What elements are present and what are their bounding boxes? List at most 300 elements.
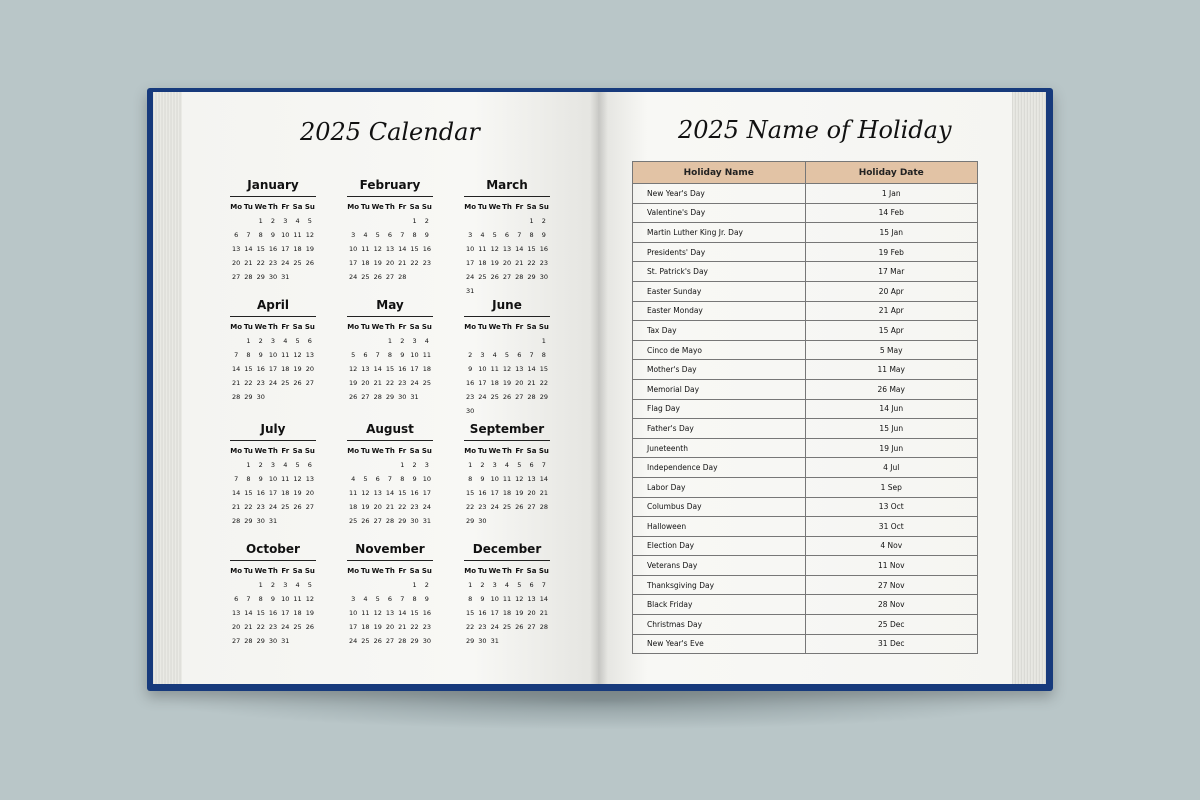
day-cell: 24 <box>349 273 358 281</box>
day-cell: 6 <box>387 231 393 239</box>
calendar-title: 2025 Calendar <box>300 118 480 146</box>
day-cell: 14 <box>515 245 524 253</box>
day-cell: 19 <box>361 503 370 511</box>
month-name: June <box>492 298 522 312</box>
weekday-label: Mo <box>464 447 477 455</box>
table-row <box>633 556 978 576</box>
day-cell: 1 <box>258 217 263 225</box>
day-cell: 15 <box>539 365 548 373</box>
day-cell: 29 <box>466 637 475 645</box>
day-cell: 30 <box>410 517 419 525</box>
day-cell: 2 <box>270 581 276 589</box>
month-rule <box>230 316 316 317</box>
day-cell: 23 <box>256 379 265 387</box>
table-row <box>633 184 978 204</box>
day-cell: 4 <box>283 337 288 345</box>
day-cell: 23 <box>422 259 431 267</box>
day-cell: 26 <box>305 623 314 631</box>
day-cell: 6 <box>234 231 239 239</box>
day-cell: 30 <box>268 273 278 281</box>
day-cell: 20 <box>385 623 395 631</box>
day-cell <box>267 392 279 403</box>
month-rule <box>464 316 550 317</box>
day-cell: 21 <box>232 379 241 387</box>
day-cell: 4 <box>424 337 429 345</box>
day-cell: 30 <box>398 393 407 401</box>
day-cell: 29 <box>244 517 253 525</box>
day-cell: 8 <box>468 475 473 483</box>
day-cell <box>489 286 501 297</box>
weekday-label: Tu <box>360 323 370 331</box>
day-cell: 19 <box>305 609 314 617</box>
day-cell: 19 <box>515 489 524 497</box>
day-cell: 24 <box>422 503 431 511</box>
day-cell: 22 <box>385 379 395 387</box>
day-cell: 26 <box>305 259 314 267</box>
weekday-label: Su <box>421 447 432 455</box>
day-cell <box>359 580 371 591</box>
day-cell: 19 <box>515 609 524 617</box>
day-cell <box>384 580 396 591</box>
day-cell: 7 <box>541 461 546 469</box>
holiday-date: 11 May <box>805 360 978 380</box>
day-cell: 20 <box>385 259 395 267</box>
month-july <box>230 421 316 527</box>
day-cell: 27 <box>515 393 524 401</box>
day-cell: 27 <box>527 623 536 631</box>
day-cell: 29 <box>410 637 419 645</box>
day-cell: 19 <box>293 365 302 373</box>
day-cell: 5 <box>492 231 497 239</box>
table-row <box>633 301 978 321</box>
day-cell: 26 <box>361 517 370 525</box>
day-cell: 10 <box>410 351 419 359</box>
weekday-label: Su <box>304 447 315 455</box>
day-cell: 2 <box>258 461 263 469</box>
day-cell: 14 <box>385 489 395 497</box>
month-grid <box>347 202 433 283</box>
day-cell: 26 <box>515 503 524 511</box>
day-cell: 28 <box>373 393 382 401</box>
day-cell: 1 <box>412 581 417 589</box>
day-cell: 3 <box>492 581 497 589</box>
day-cell: 1 <box>246 461 251 469</box>
weekday-label: Sa <box>409 323 420 331</box>
day-cell: 6 <box>517 351 522 359</box>
day-cell: 29 <box>385 393 395 401</box>
day-cell: 10 <box>349 245 358 253</box>
day-cell: 30 <box>478 517 487 525</box>
day-cell: 14 <box>244 245 253 253</box>
day-cell: 2 <box>400 337 405 345</box>
day-cell: 8 <box>468 595 473 603</box>
weekday-label: Th <box>502 203 512 211</box>
day-cell: 20 <box>305 365 314 373</box>
weekday-label: Th <box>268 323 278 331</box>
day-cell: 10 <box>466 245 475 253</box>
day-cell: 17 <box>410 365 419 373</box>
holiday-date: 4 Jul <box>805 458 978 478</box>
table-row <box>633 458 978 478</box>
weekday-label: We <box>371 567 384 575</box>
day-cell: 11 <box>281 475 290 483</box>
month-august <box>347 421 433 527</box>
day-cell: 9 <box>258 351 263 359</box>
day-cell: 3 <box>270 461 276 469</box>
holiday-date: 15 Jan <box>805 223 978 243</box>
month-name: January <box>247 178 299 192</box>
month-grid <box>347 322 433 403</box>
holiday-date: 15 Jun <box>805 419 978 439</box>
day-cell: 15 <box>244 365 253 373</box>
day-cell: 6 <box>529 581 534 589</box>
weekday-label: Tu <box>477 447 487 455</box>
weekday-label: Mo <box>347 567 360 575</box>
day-cell <box>489 216 501 227</box>
day-cell <box>464 336 476 347</box>
day-cell: 23 <box>410 503 419 511</box>
day-cell: 20 <box>527 609 536 617</box>
day-cell: 15 <box>410 245 419 253</box>
day-cell <box>384 460 396 471</box>
day-cell: 26 <box>502 393 512 401</box>
day-cell: 9 <box>412 475 417 483</box>
day-cell: 20 <box>515 379 524 387</box>
day-cell <box>230 336 242 347</box>
column-header-date: Holiday Date <box>805 162 978 184</box>
day-cell <box>291 392 303 403</box>
holiday-title: 2025 Name of Holiday <box>678 116 952 144</box>
day-cell: 12 <box>373 245 382 253</box>
day-cell: 28 <box>527 393 536 401</box>
weekday-label: Fr <box>281 323 290 331</box>
day-cell: 2 <box>424 217 429 225</box>
day-cell: 18 <box>281 365 290 373</box>
day-cell: 6 <box>307 337 312 345</box>
day-cell: 4 <box>504 581 510 589</box>
holiday-date: 19 Jun <box>805 438 978 458</box>
weekday-label: Th <box>385 323 395 331</box>
month-name: September <box>469 422 545 436</box>
day-cell: 29 <box>527 273 536 281</box>
day-cell: 6 <box>387 595 393 603</box>
day-cell: 9 <box>480 475 485 483</box>
day-cell: 11 <box>281 351 290 359</box>
day-cell: 23 <box>268 259 278 267</box>
day-cell: 12 <box>293 351 302 359</box>
day-cell: 16 <box>268 245 278 253</box>
weekday-label: Su <box>304 323 315 331</box>
day-cell: 22 <box>398 503 407 511</box>
day-cell: 15 <box>256 609 265 617</box>
day-cell: 4 <box>351 475 356 483</box>
day-cell: 28 <box>232 393 241 401</box>
day-cell: 19 <box>373 259 382 267</box>
day-cell: 22 <box>256 259 265 267</box>
holiday-name: Veterans Day <box>633 556 806 576</box>
holiday-name: Juneteenth <box>633 438 806 458</box>
day-cell: 4 <box>504 461 510 469</box>
day-cell: 16 <box>256 365 265 373</box>
day-cell: 21 <box>385 503 395 511</box>
day-cell: 24 <box>410 379 419 387</box>
weekday-label: Th <box>268 447 278 455</box>
book-spine <box>590 92 608 684</box>
day-cell: 10 <box>281 231 290 239</box>
table-row <box>633 360 978 380</box>
month-rule <box>347 440 433 441</box>
day-cell: 12 <box>515 595 524 603</box>
day-cell: 21 <box>398 623 407 631</box>
day-cell: 16 <box>478 489 487 497</box>
weekday-label: Sa <box>292 567 303 575</box>
day-cell: 11 <box>349 489 358 497</box>
holiday-name: Easter Monday <box>633 301 806 321</box>
day-cell <box>242 580 254 591</box>
day-cell: 2 <box>468 351 473 359</box>
day-cell <box>501 336 513 347</box>
day-cell: 2 <box>480 581 485 589</box>
month-name: August <box>366 422 414 436</box>
day-cell: 26 <box>293 379 302 387</box>
table-row <box>633 419 978 439</box>
day-cell: 27 <box>305 503 314 511</box>
day-cell: 18 <box>502 489 512 497</box>
holiday-date: 31 Oct <box>805 517 978 537</box>
weekday-label: Su <box>421 203 432 211</box>
day-cell: 5 <box>375 595 380 603</box>
table-row <box>633 595 978 615</box>
day-cell: 22 <box>410 623 419 631</box>
day-cell <box>501 286 513 297</box>
day-cell: 27 <box>502 273 512 281</box>
day-cell: 13 <box>305 351 314 359</box>
day-cell: 19 <box>349 379 358 387</box>
weekday-label: Tu <box>243 203 253 211</box>
day-cell: 15 <box>244 489 253 497</box>
day-cell: 31 <box>466 287 475 295</box>
day-cell: 20 <box>232 259 241 267</box>
weekday-label: Tu <box>477 323 487 331</box>
day-cell: 14 <box>527 365 536 373</box>
holiday-date: 1 Sep <box>805 477 978 497</box>
day-cell: 10 <box>478 365 487 373</box>
day-cell: 10 <box>490 595 499 603</box>
day-cell <box>396 580 408 591</box>
day-cell <box>476 216 488 227</box>
month-grid <box>347 446 433 527</box>
day-cell: 14 <box>373 365 382 373</box>
weekday-label: Mo <box>347 203 360 211</box>
day-cell: 18 <box>502 609 512 617</box>
weekday-label: Th <box>502 567 512 575</box>
day-cell: 21 <box>244 623 253 631</box>
day-cell: 14 <box>398 245 407 253</box>
holiday-name: Christmas Day <box>633 615 806 635</box>
day-cell: 20 <box>373 503 382 511</box>
day-cell: 26 <box>373 637 382 645</box>
day-cell: 3 <box>424 461 429 469</box>
weekday-label: Th <box>385 567 395 575</box>
day-cell: 6 <box>529 461 534 469</box>
day-cell: 25 <box>349 517 358 525</box>
day-cell: 13 <box>361 365 370 373</box>
month-rule <box>230 560 316 561</box>
day-cell: 30 <box>256 393 265 401</box>
month-name: November <box>355 542 425 556</box>
weekday-label: Fr <box>281 567 290 575</box>
day-cell: 17 <box>281 245 290 253</box>
month-grid <box>464 566 550 647</box>
day-cell: 10 <box>281 595 290 603</box>
day-cell <box>538 516 550 527</box>
day-cell <box>489 406 501 417</box>
day-cell: 23 <box>422 623 431 631</box>
day-cell: 7 <box>234 351 239 359</box>
day-cell: 25 <box>361 637 370 645</box>
month-grid <box>464 322 550 417</box>
day-cell: 21 <box>539 489 548 497</box>
day-cell: 14 <box>232 365 241 373</box>
day-cell: 28 <box>539 623 548 631</box>
holiday-name: Election Day <box>633 536 806 556</box>
holiday-name: Thanksgiving Day <box>633 575 806 595</box>
day-cell: 29 <box>398 517 407 525</box>
day-cell: 1 <box>468 581 473 589</box>
day-cell: 27 <box>385 273 395 281</box>
holiday-name: Father's Day <box>633 419 806 439</box>
day-cell <box>421 392 433 403</box>
day-cell: 17 <box>349 623 358 631</box>
day-cell: 28 <box>515 273 524 281</box>
weekday-label: Mo <box>464 323 477 331</box>
holiday-date: 25 Dec <box>805 615 978 635</box>
day-cell: 5 <box>307 581 312 589</box>
day-cell <box>304 392 316 403</box>
day-cell: 12 <box>349 365 358 373</box>
day-cell: 7 <box>400 231 405 239</box>
day-cell: 22 <box>539 379 548 387</box>
day-cell: 18 <box>349 503 358 511</box>
day-cell: 2 <box>541 217 546 225</box>
day-cell: 25 <box>293 259 302 267</box>
day-cell: 8 <box>412 595 417 603</box>
weekday-label: Su <box>538 567 549 575</box>
day-cell: 3 <box>283 217 288 225</box>
day-cell: 5 <box>375 231 380 239</box>
day-cell: 27 <box>232 637 241 645</box>
day-cell: 20 <box>361 379 370 387</box>
weekday-label: Tu <box>477 203 487 211</box>
day-cell: 26 <box>373 273 382 281</box>
day-cell: 30 <box>539 273 548 281</box>
day-cell: 10 <box>268 351 278 359</box>
month-name: May <box>376 298 404 312</box>
day-cell: 16 <box>422 245 431 253</box>
table-row <box>633 477 978 497</box>
column-header-name: Holiday Name <box>633 162 806 184</box>
day-cell: 18 <box>293 609 302 617</box>
weekday-label: We <box>488 323 501 331</box>
table-row <box>633 615 978 635</box>
month-grid <box>230 566 316 647</box>
day-cell: 28 <box>398 273 407 281</box>
day-cell: 19 <box>373 623 382 631</box>
day-cell <box>372 216 384 227</box>
month-september <box>464 421 550 527</box>
month-rule <box>347 560 433 561</box>
day-cell <box>513 516 525 527</box>
day-cell <box>279 392 291 403</box>
month-june <box>464 297 550 417</box>
day-cell: 2 <box>412 461 417 469</box>
month-rule <box>230 440 316 441</box>
day-cell: 11 <box>478 245 487 253</box>
day-cell: 22 <box>244 379 253 387</box>
day-cell: 20 <box>232 623 241 631</box>
day-cell: 12 <box>305 595 314 603</box>
day-cell: 18 <box>293 245 302 253</box>
day-cell: 12 <box>305 231 314 239</box>
month-april <box>230 297 316 403</box>
day-cell: 29 <box>244 393 253 401</box>
day-cell: 29 <box>466 517 475 525</box>
holiday-name: Valentine's Day <box>633 203 806 223</box>
weekday-label: Sa <box>292 447 303 455</box>
weekday-label: We <box>371 447 384 455</box>
day-cell: 7 <box>387 475 393 483</box>
table-row <box>633 438 978 458</box>
day-cell <box>513 406 525 417</box>
holiday-date: 5 May <box>805 340 978 360</box>
day-cell <box>476 406 488 417</box>
day-cell: 20 <box>305 489 314 497</box>
day-cell: 15 <box>466 609 475 617</box>
month-november <box>347 541 433 647</box>
day-cell: 27 <box>232 273 241 281</box>
day-cell: 25 <box>281 379 290 387</box>
day-cell: 1 <box>412 217 417 225</box>
day-cell: 17 <box>281 609 290 617</box>
day-cell: 29 <box>256 637 265 645</box>
day-cell <box>513 336 525 347</box>
day-cell: 28 <box>244 637 253 645</box>
day-cell <box>347 460 359 471</box>
weekday-label: Tu <box>360 447 370 455</box>
day-cell: 5 <box>307 217 312 225</box>
day-cell: 11 <box>361 245 370 253</box>
day-cell: 7 <box>517 231 522 239</box>
day-cell: 26 <box>490 273 499 281</box>
day-cell <box>501 636 513 647</box>
day-cell <box>408 272 420 283</box>
day-cell: 10 <box>268 475 278 483</box>
holiday-date: 26 May <box>805 379 978 399</box>
day-cell <box>347 336 359 347</box>
day-cell: 31 <box>410 393 419 401</box>
day-cell: 3 <box>283 581 288 589</box>
day-cell: 13 <box>502 245 512 253</box>
day-cell: 31 <box>281 637 290 645</box>
weekday-label: Mo <box>230 203 243 211</box>
day-cell <box>464 216 476 227</box>
day-cell: 3 <box>270 337 276 345</box>
day-cell <box>396 216 408 227</box>
day-cell: 30 <box>466 407 475 415</box>
day-cell <box>476 286 488 297</box>
day-cell: 28 <box>244 273 253 281</box>
day-cell: 26 <box>515 623 524 631</box>
